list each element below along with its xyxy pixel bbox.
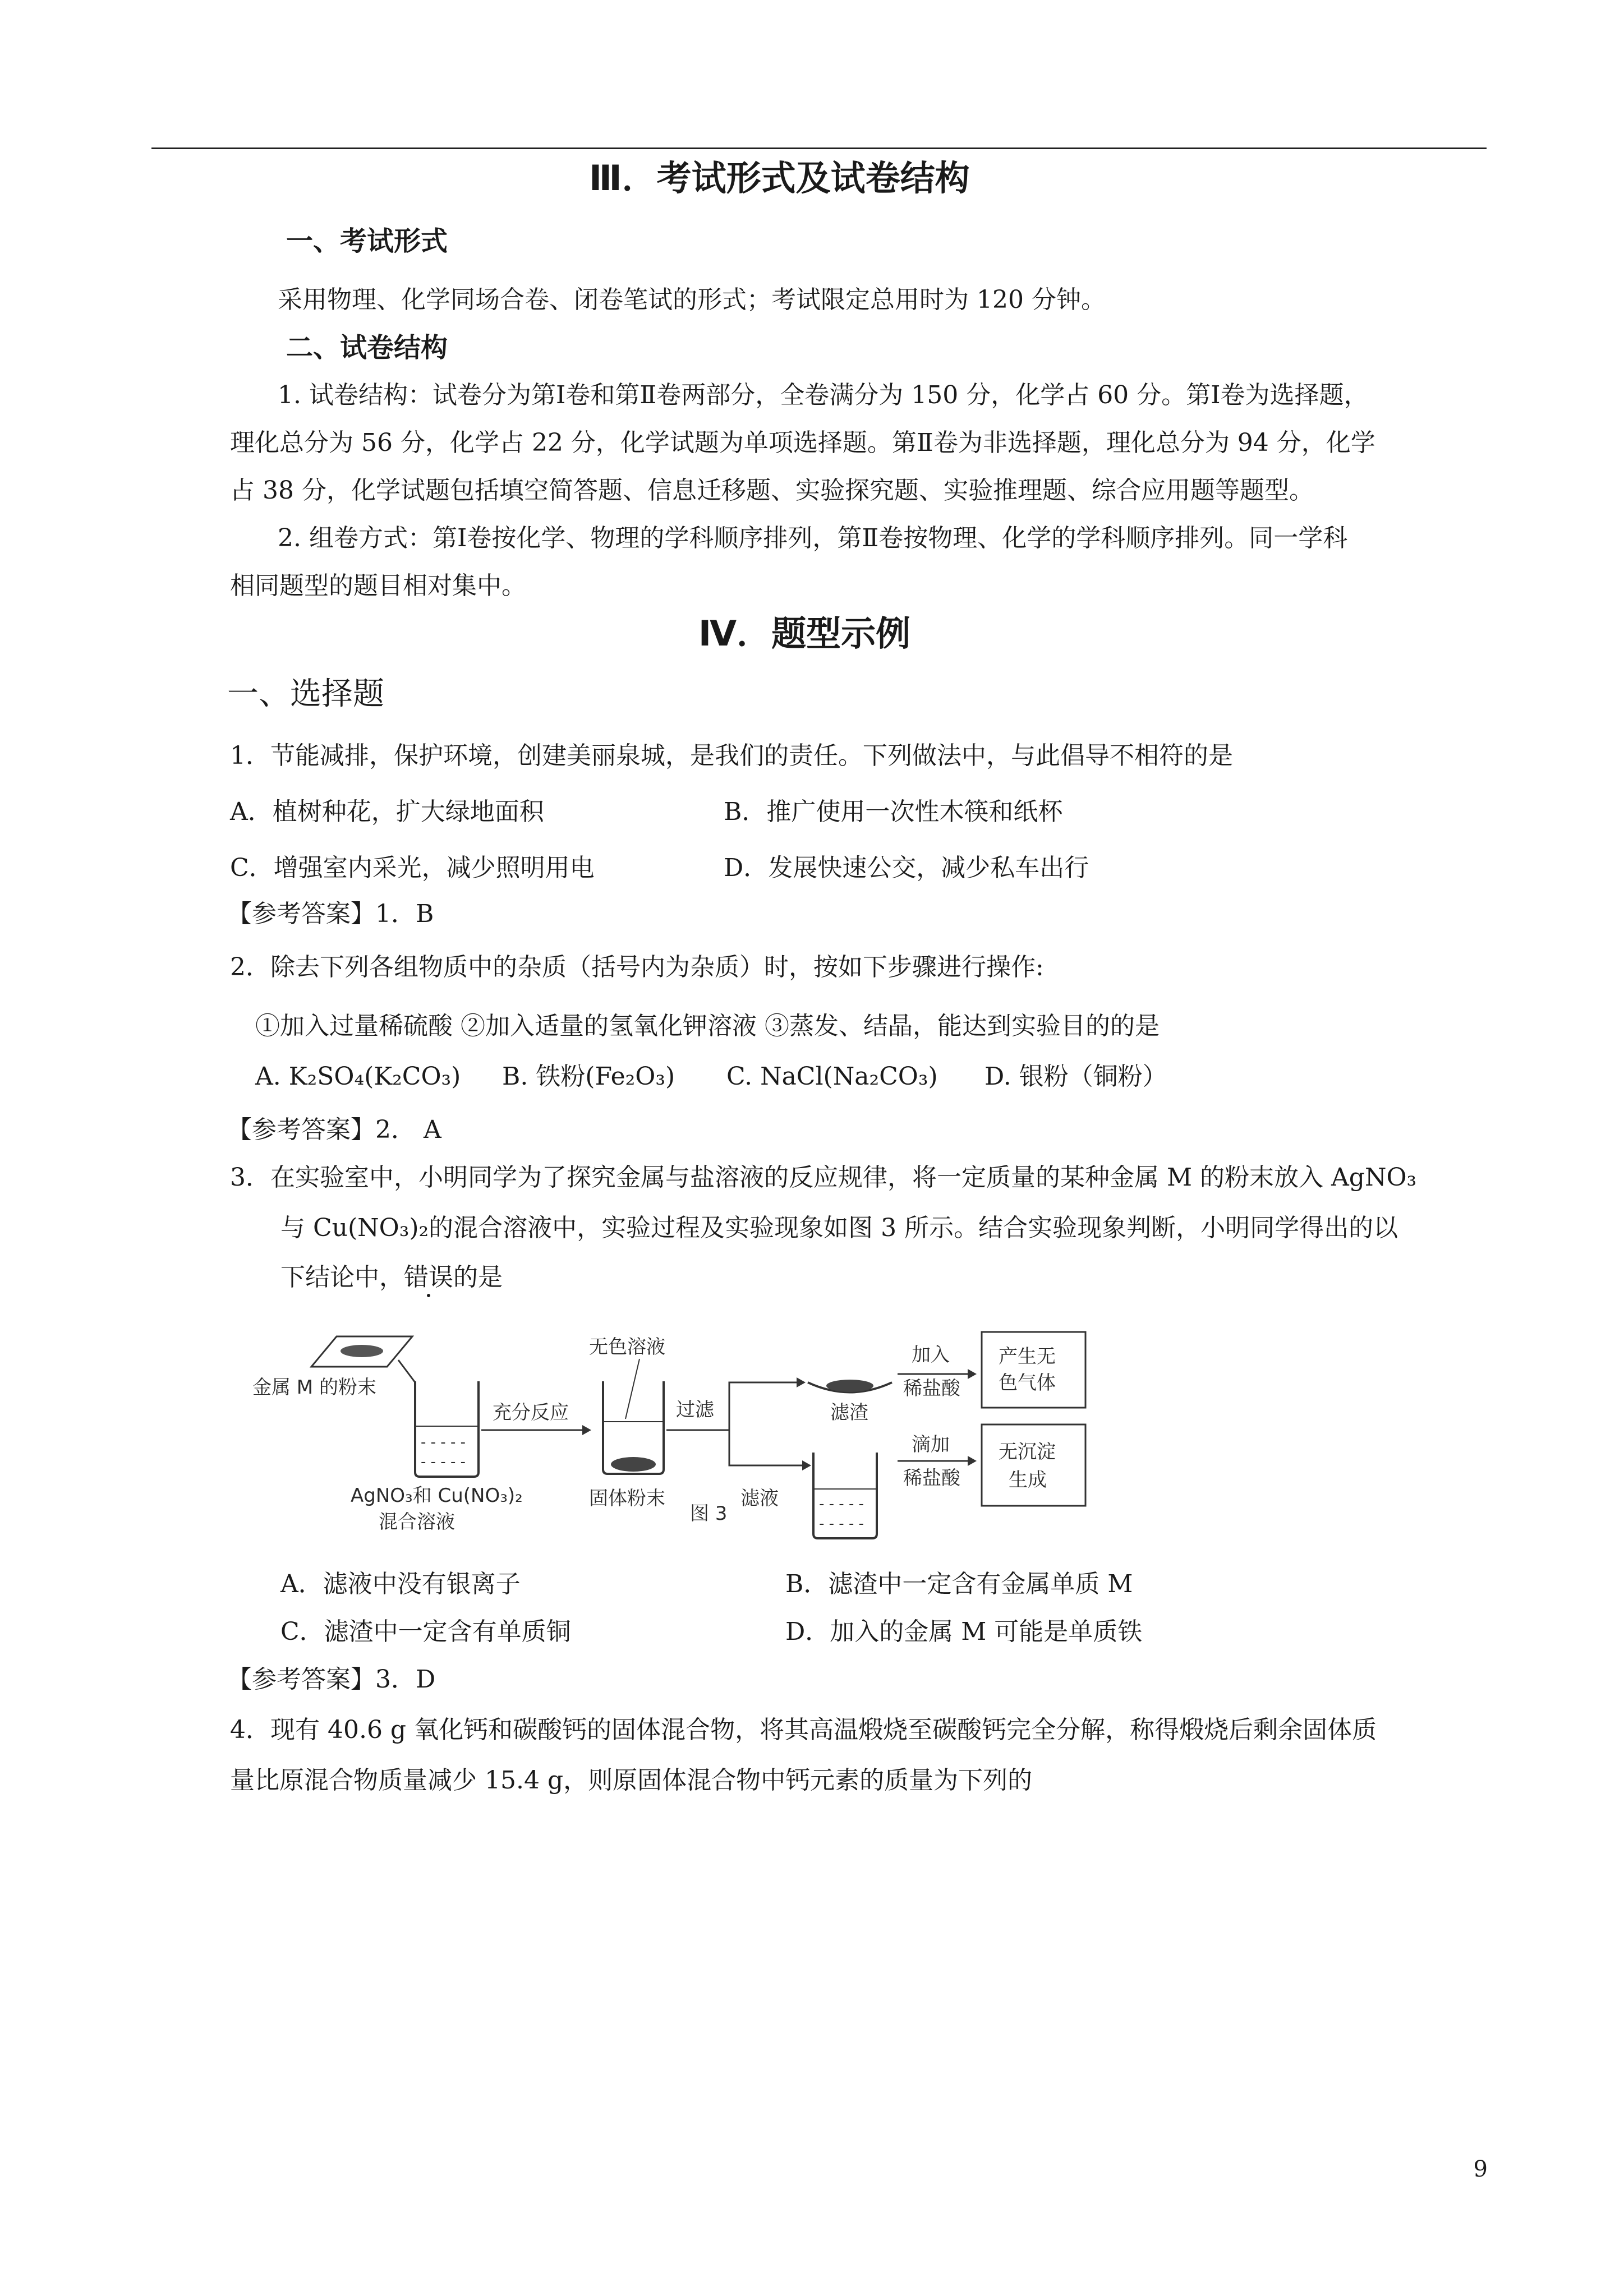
- exam-form-text: 采用物理、化学同场合卷、闭卷笔试的形式；考试限定总用时为 120 分钟。: [278, 285, 1106, 314]
- q2-steps: ①加入过量稀硫酸 ②加入适量的氢氧化钾溶液 ③蒸发、结晶，能达到实验目的的是: [255, 1012, 1160, 1040]
- result-gas-line2: 色气体: [999, 1372, 1056, 1394]
- figure-3-experiment-diagram: [247, 1326, 1088, 1551]
- q2-answer: 【参考答案】2． A: [227, 1115, 441, 1144]
- drop-acid-arrowhead: [968, 1456, 977, 1466]
- filter-residue-solid: [826, 1380, 873, 1392]
- add-acid-label-line1: 加入: [912, 1344, 950, 1366]
- solid-powder-residue: [611, 1457, 656, 1472]
- q3-stem-line3-post: 的是: [453, 1263, 503, 1292]
- beaker1-liquid-dashes: - - - - -: [421, 1434, 466, 1451]
- q2-option-d: D. 银粉（铜粉）: [984, 1062, 1167, 1091]
- result-noppt-line1: 无沉淀: [999, 1441, 1056, 1463]
- q1-option-c: C．增强室内采光，减少照明用电: [230, 854, 595, 882]
- q3-option-a: A．滤液中没有银离子: [280, 1570, 521, 1598]
- react-arrowhead: [582, 1425, 591, 1435]
- page-number: 9: [1473, 2156, 1488, 2182]
- structure-para1-line1: 1. 试卷结构：试卷分为第Ⅰ卷和第Ⅱ卷两部分，全卷满分为 150 分，化学占 60 分。第Ⅰ卷为选择题，: [278, 381, 1369, 409]
- structure-para2-line1: 2. 组卷方式：第Ⅰ卷按化学、物理的学科顺序排列，第Ⅱ卷按物理、化学的学科顺序排列。同一学科: [278, 524, 1348, 552]
- q3-stem-line3-pre: 下结论中，: [280, 1263, 404, 1292]
- q3-option-c: C．滤渣中一定含有单质铜: [280, 1617, 571, 1646]
- drop-acid-label-line2: 稀盐酸: [903, 1467, 960, 1490]
- q1-option-a: A．植树种花，扩大绿地面积: [230, 797, 544, 826]
- q3-stem-line2: 与 Cu(NO₃)₂的混合溶液中，实验过程及实验现象如图 3 所示。结合实验现象判断，小明同学得出的以: [280, 1214, 1398, 1242]
- structure-para1-line2: 理化总分为 56 分，化学占 22 分，化学试题为单项选择题。第Ⅱ卷为非选择题，理化总分为 94 分，化学: [230, 428, 1375, 457]
- result-box-no-precipitate: [982, 1424, 1085, 1506]
- metal-powder-pile: [341, 1345, 383, 1357]
- add-acid-label-line2: 稀盐酸: [903, 1377, 960, 1400]
- structure-para1-line3: 占 38 分，化学试题包括填空简答题、信息迁移题、实验探究题、实验推理题、综合应用题等题型。: [230, 476, 1314, 505]
- figure-caption: 图 3: [690, 1502, 728, 1525]
- q1-option-b: B．推广使用一次性木筷和纸杯: [724, 797, 1063, 826]
- filtrate-label: 滤液: [740, 1487, 779, 1510]
- q3-stem-emphasis-wrong: 错误: [404, 1263, 453, 1292]
- header-rule: [151, 147, 1487, 149]
- q3-stem-line1: 3．在实验室中，小明同学为了探究金属与盐溶液的反应规律，将一定质量的某种金属 M 的粉末放入 AgNO₃: [230, 1163, 1417, 1192]
- q3-stem-line3: [280, 1261, 503, 1294]
- filter-label: 过滤: [676, 1399, 714, 1421]
- add-acid-arrowhead: [968, 1369, 977, 1379]
- filtrate-dashes-2: - - - - -: [819, 1515, 864, 1532]
- mixed-solution-label-line2: 混合溶液: [379, 1511, 455, 1533]
- result-gas-line1: 产生无: [999, 1345, 1056, 1368]
- q2-option-c: C. NaCl(Na₂CO₃): [726, 1062, 938, 1091]
- q4-stem-line1: 4．现有 40.6 g 氧化钙和碳酸钙的固体混合物，将其高温煅烧至碳酸钙完全分解，称得煅烧后剩余固体质: [230, 1716, 1377, 1744]
- structure-para2-line2: 相同题型的题目相对集中。: [230, 571, 526, 600]
- filter-residue-label: 滤渣: [830, 1401, 868, 1424]
- section-title-exam-structure: Ⅲ．考试形式及试卷结构: [589, 158, 970, 199]
- q3-option-d: D．加入的金属 M 可能是单质铁: [785, 1617, 1143, 1646]
- heading-exam-form: 一、考试形式: [286, 225, 448, 257]
- react-label: 充分反应: [493, 1401, 569, 1424]
- filtrate-dashes: - - - - -: [819, 1496, 864, 1513]
- result-box-gas: [982, 1332, 1085, 1408]
- q3-answer: 【参考答案】3．D: [227, 1665, 436, 1694]
- filter-arrowhead-lower: [802, 1460, 811, 1470]
- filter-branch-lower: [729, 1430, 802, 1465]
- section-title-question-examples: Ⅳ．题型示例: [698, 613, 911, 654]
- solid-powder-label: 固体粉末: [589, 1487, 665, 1510]
- mixed-solution-label-line1: AgNO₃和 Cu(NO₃)₂: [351, 1484, 523, 1507]
- filter-arrowhead-upper: [797, 1377, 806, 1387]
- beaker1-liquid-dashes-2: - - - - -: [421, 1454, 466, 1470]
- drop-acid-label-line1: 滴加: [912, 1433, 950, 1456]
- metal-m-powder-label: 金属 M 的粉末: [252, 1376, 376, 1399]
- pour-arrow-metal: [398, 1360, 415, 1382]
- q1-stem: 1．节能减排，保护环境，创建美丽泉城，是我们的责任。下列做法中，与此倡导不相符的是: [230, 741, 1233, 770]
- result-noppt-line2: 生成: [1009, 1469, 1047, 1491]
- filter-branch-upper: [726, 1382, 797, 1430]
- q3-option-b: B．滤渣中一定含有金属单质 M: [785, 1570, 1133, 1598]
- subtitle-multiple-choice: 一、选择题: [227, 676, 384, 712]
- heading-paper-structure: 二、试卷结构: [286, 332, 448, 363]
- q1-answer: 【参考答案】1．B: [227, 900, 434, 928]
- q2-option-b: B. 铁粉(Fe₂O₃): [502, 1062, 675, 1091]
- colorless-solution-label: 无色溶液: [589, 1336, 665, 1358]
- colorless-solution-pointer: [625, 1359, 640, 1419]
- q2-stem: 2．除去下列各组物质中的杂质（括号内为杂质）时，按如下步骤进行操作:: [230, 953, 1044, 981]
- q1-option-d: D．发展快速公交，减少私车出行: [724, 854, 1089, 882]
- q2-option-a: A. K₂SO₄(K₂CO₃): [255, 1062, 461, 1091]
- q4-stem-line2: 量比原混合物质量减少 15.4 g，则原固体混合物中钙元素的质量为下列的: [230, 1766, 1033, 1795]
